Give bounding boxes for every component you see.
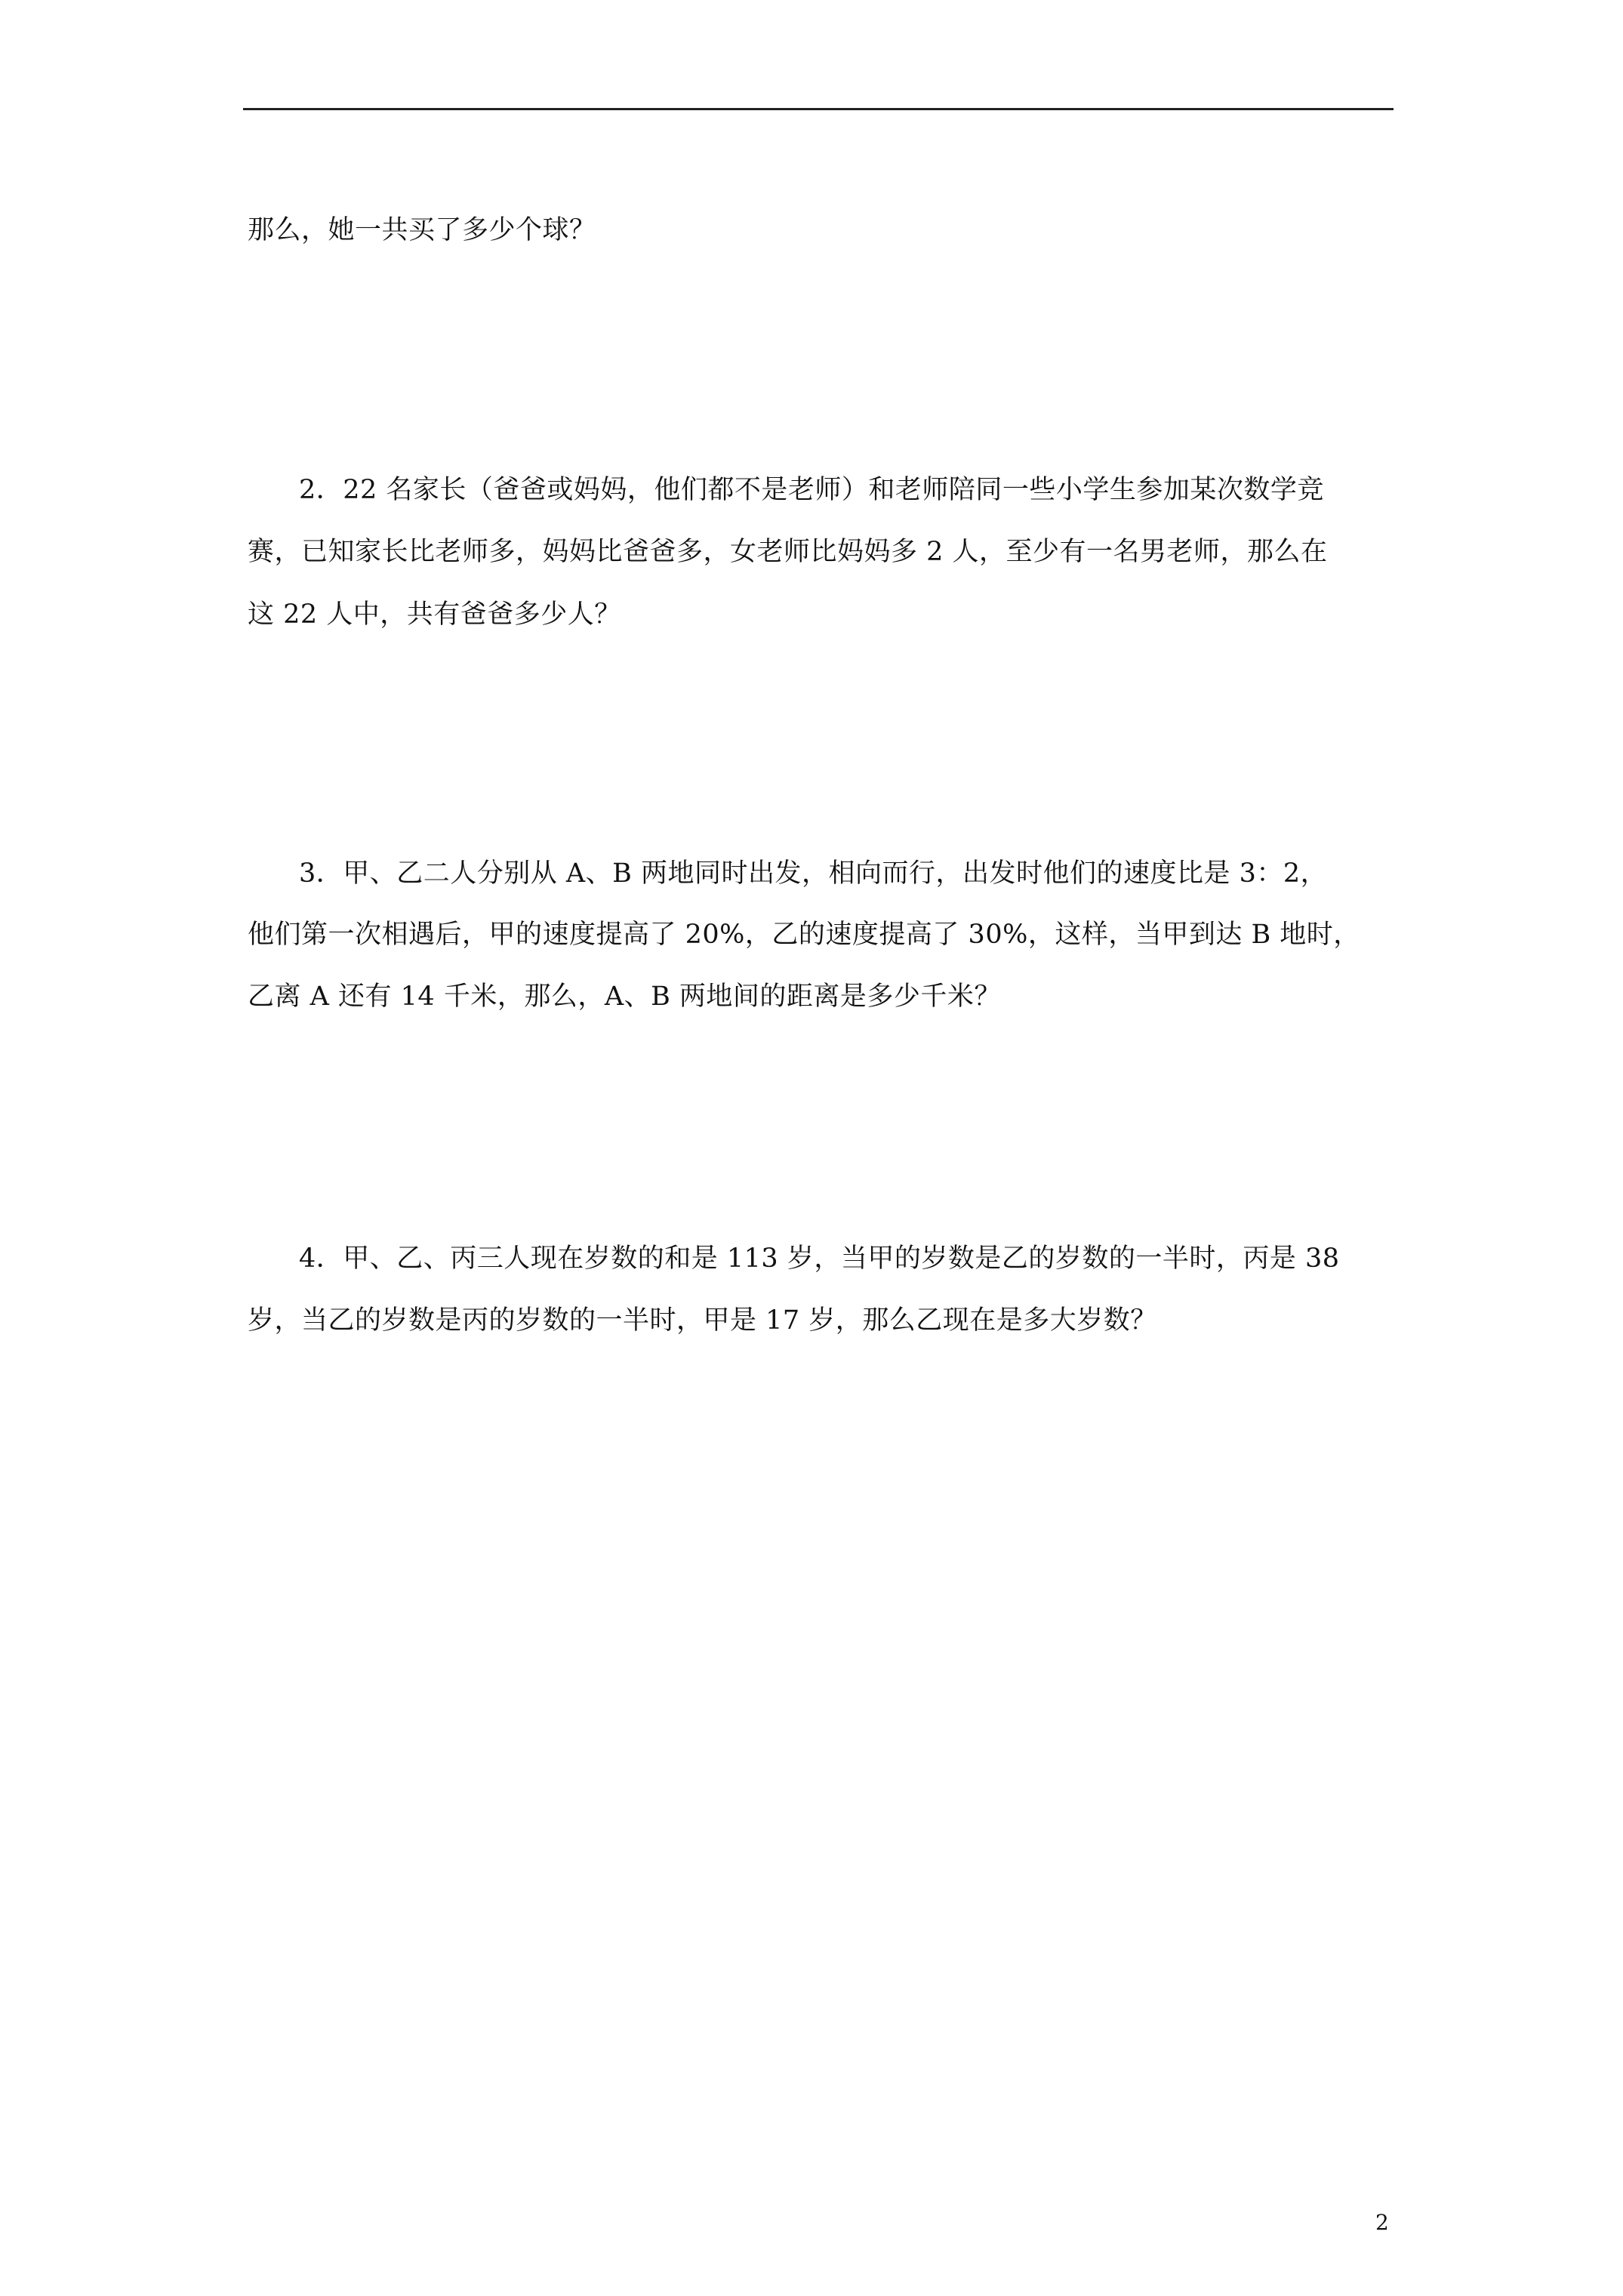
problem-3-line-3: 乙离 A 还有 14 千米，那么，A、B 两地间的距离是多少千米？ [248, 982, 1001, 1012]
problem-3-line-2: 他们第一次相遇后，甲的速度提高了 20%，乙的速度提高了 30%，这样，当甲到达 B 地时， [248, 920, 1360, 950]
problem-4-line-2: 岁，当乙的岁数是丙的岁数的一半时，甲是 17 岁，那么乙现在是多大岁数？ [248, 1305, 1157, 1336]
problem-2-line-3: 这 22 人中，共有爸爸多少人？ [248, 599, 621, 630]
problem-2-line-1: 2．22 名家长（爸爸或妈妈，他们都不是老师）和老师陪同一些小学生参加某次数学竞 [299, 475, 1324, 505]
page-number: 2 [1375, 2210, 1389, 2235]
problem-1-continuation: 那么，她一共买了多少个球？ [248, 215, 596, 245]
header-rule [243, 108, 1394, 110]
problem-3-line-1: 3．甲、乙二人分别从 A、B 两地同时出发，相向而行，出发时他们的速度比是 3：2， [299, 858, 1328, 889]
problem-2-line-2: 赛，已知家长比老师多，妈妈比爸爸多，女老师比妈妈多 2 人，至少有一名男老师，那么在 [248, 537, 1328, 567]
problem-4-line-1: 4．甲、乙、丙三人现在岁数的和是 113 岁，当甲的岁数是乙的岁数的一半时，丙是 38 [299, 1244, 1340, 1274]
